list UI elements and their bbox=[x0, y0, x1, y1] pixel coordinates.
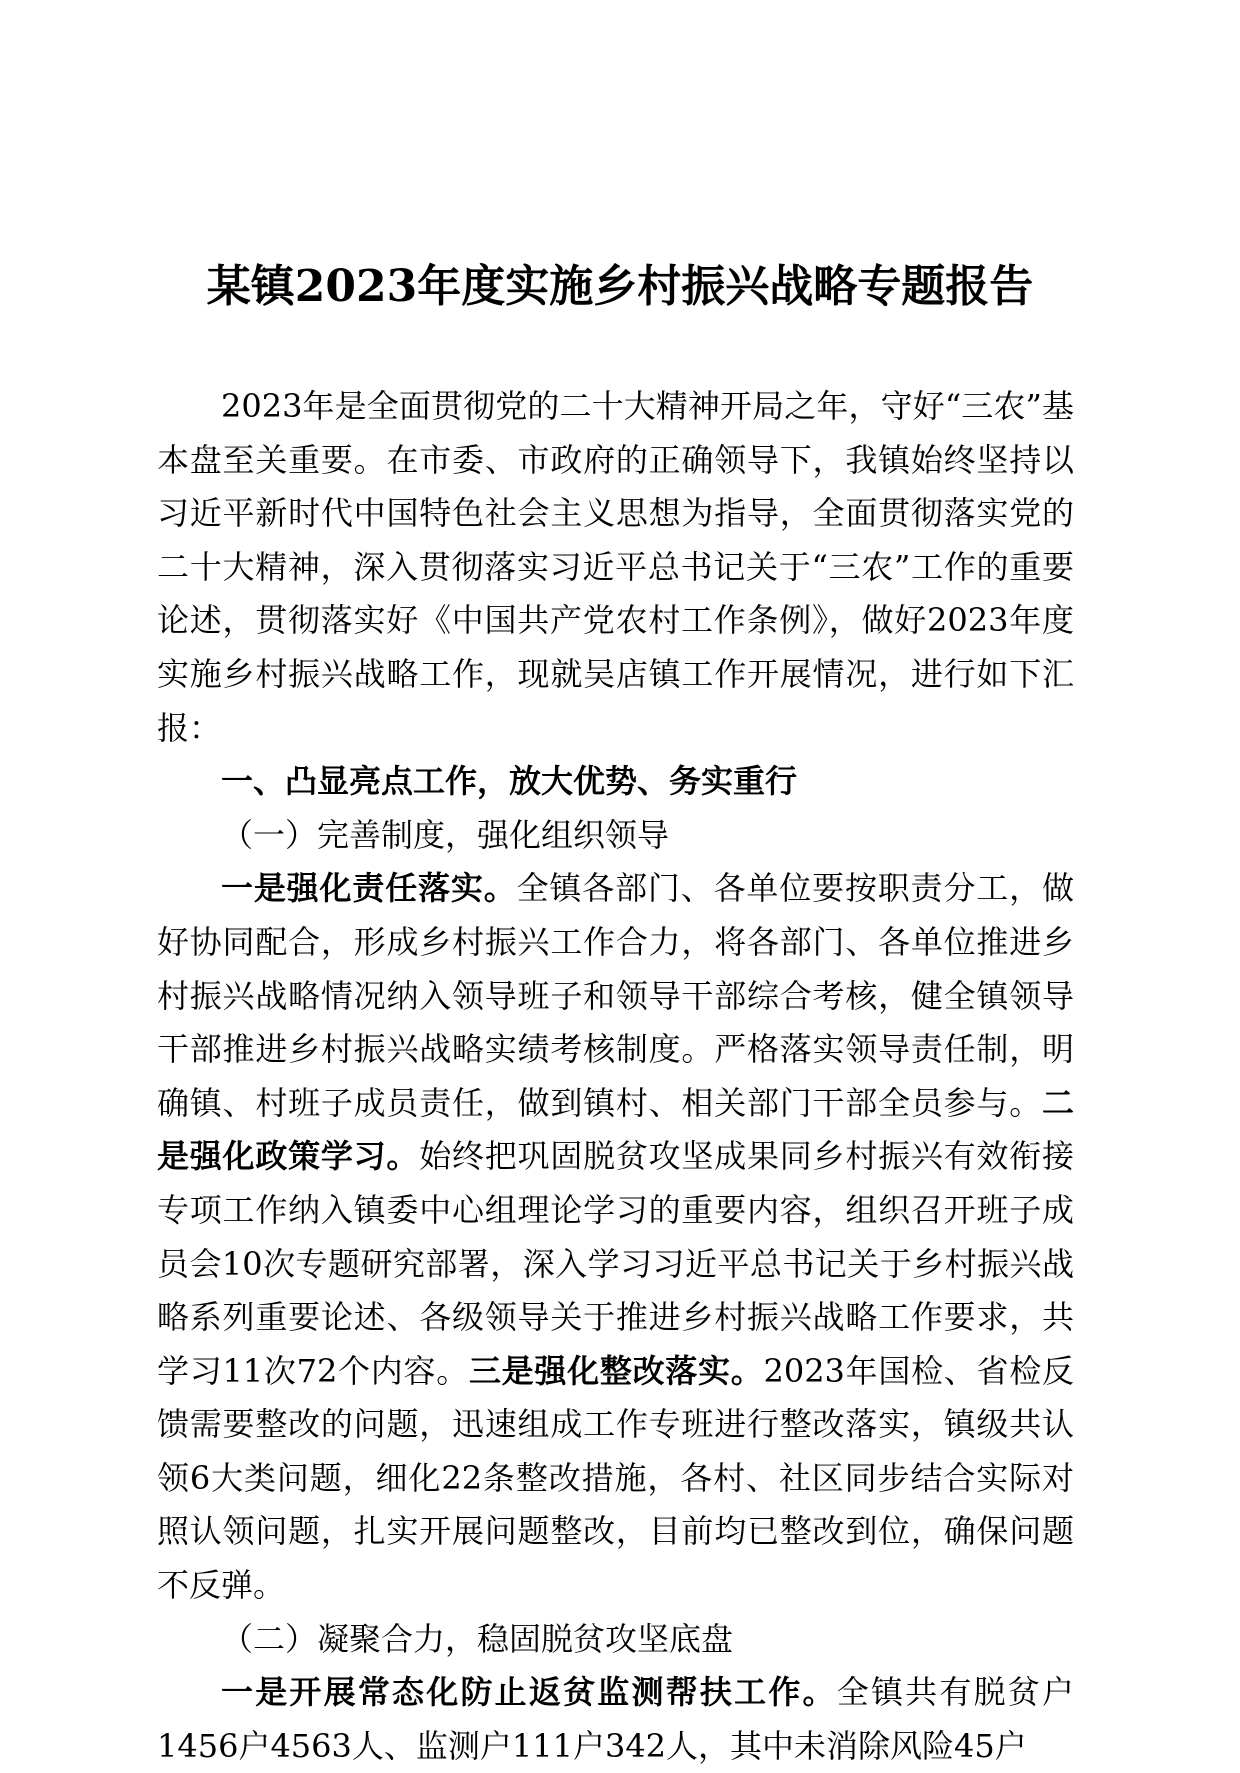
bold-lead-2: 二是强化政策学习。 bbox=[157, 1083, 1074, 1176]
paragraph-text-1: 全镇各部门、各单位要按职责分工，做好协同配合，形成乡村振兴工作合力，将各部门、各单位推进乡村振兴战略情况纳入领导班子和领导干部综合考核，健全镇领导干部推进乡村振兴战略实绩考核制度。严格落实领导责任制，明确镇、村班子成员责任，做到镇村、相关部门干部全员参与。 bbox=[157, 869, 1074, 1122]
subsection-heading-2: （二）凝聚合力，稳固脱贫攻坚底盘 bbox=[221, 1619, 734, 1658]
bold-lead-1: 一是强化责任落实。 bbox=[221, 869, 517, 908]
subsection-2-paragraph bbox=[157, 1666, 1074, 1773]
document-body bbox=[157, 380, 1074, 1773]
paragraph-text-3: 2023年国检、省检反馈需要整改的问题，迅速组成工作专班进行整改落实，镇级共认领6大类问题，细化22条整改措施，各村、社区同步结合实际对照认领问题，扎实开展问题整改，目前均已整改到位，确保问题不反弹。 bbox=[157, 1351, 1074, 1605]
section-heading-1: 一、凸显亮点工作，放大优势、务实重行 bbox=[221, 762, 798, 801]
paragraph-text-4: 全镇共有脱贫户1456户4563人、监测户111户342人，其中未消除风险45户 bbox=[157, 1673, 1074, 1765]
subsection-heading-1: （一）完善制度，强化组织领导 bbox=[221, 815, 670, 854]
document-title: 某镇2023年度实施乡村振兴战略专题报告 bbox=[206, 261, 1034, 312]
paragraph-text-2: 始终把巩固脱贫攻坚成果同乡村振兴有效衔接专项工作纳入镇委中心组理论学习的重要内容，组织召开班子成员会10次专题研究部署，深入学习习近平总书记关于乡村振兴战略系列重要论述、各级领导关于推进乡村振兴战略工作要求，共学习11次72个内容。 bbox=[157, 1137, 1074, 1390]
subsection-1-paragraph bbox=[157, 862, 1074, 1612]
bold-lead-4: 一是开展常态化防止返贫监测帮扶工作。 bbox=[221, 1673, 837, 1712]
intro-paragraph: 2023年是全面贯彻党的二十大精神开局之年，守好“三农”基本盘至关重要。在市委、市政府的正确领导下，我镇始终坚持以习近平新时代中国特色社会主义思想为指导，全面贯彻落实党的二十大精神，深入贯彻落实习近平总书记关于“三农”工作的重要论述，贯彻落实好《中国共产党农村工作条例》，做好2023年度实施乡村振兴战略工作，现就吴店镇工作开展情况，进行如下汇报： bbox=[157, 387, 1074, 747]
bold-lead-3: 三是强化整改落实。 bbox=[468, 1351, 764, 1390]
